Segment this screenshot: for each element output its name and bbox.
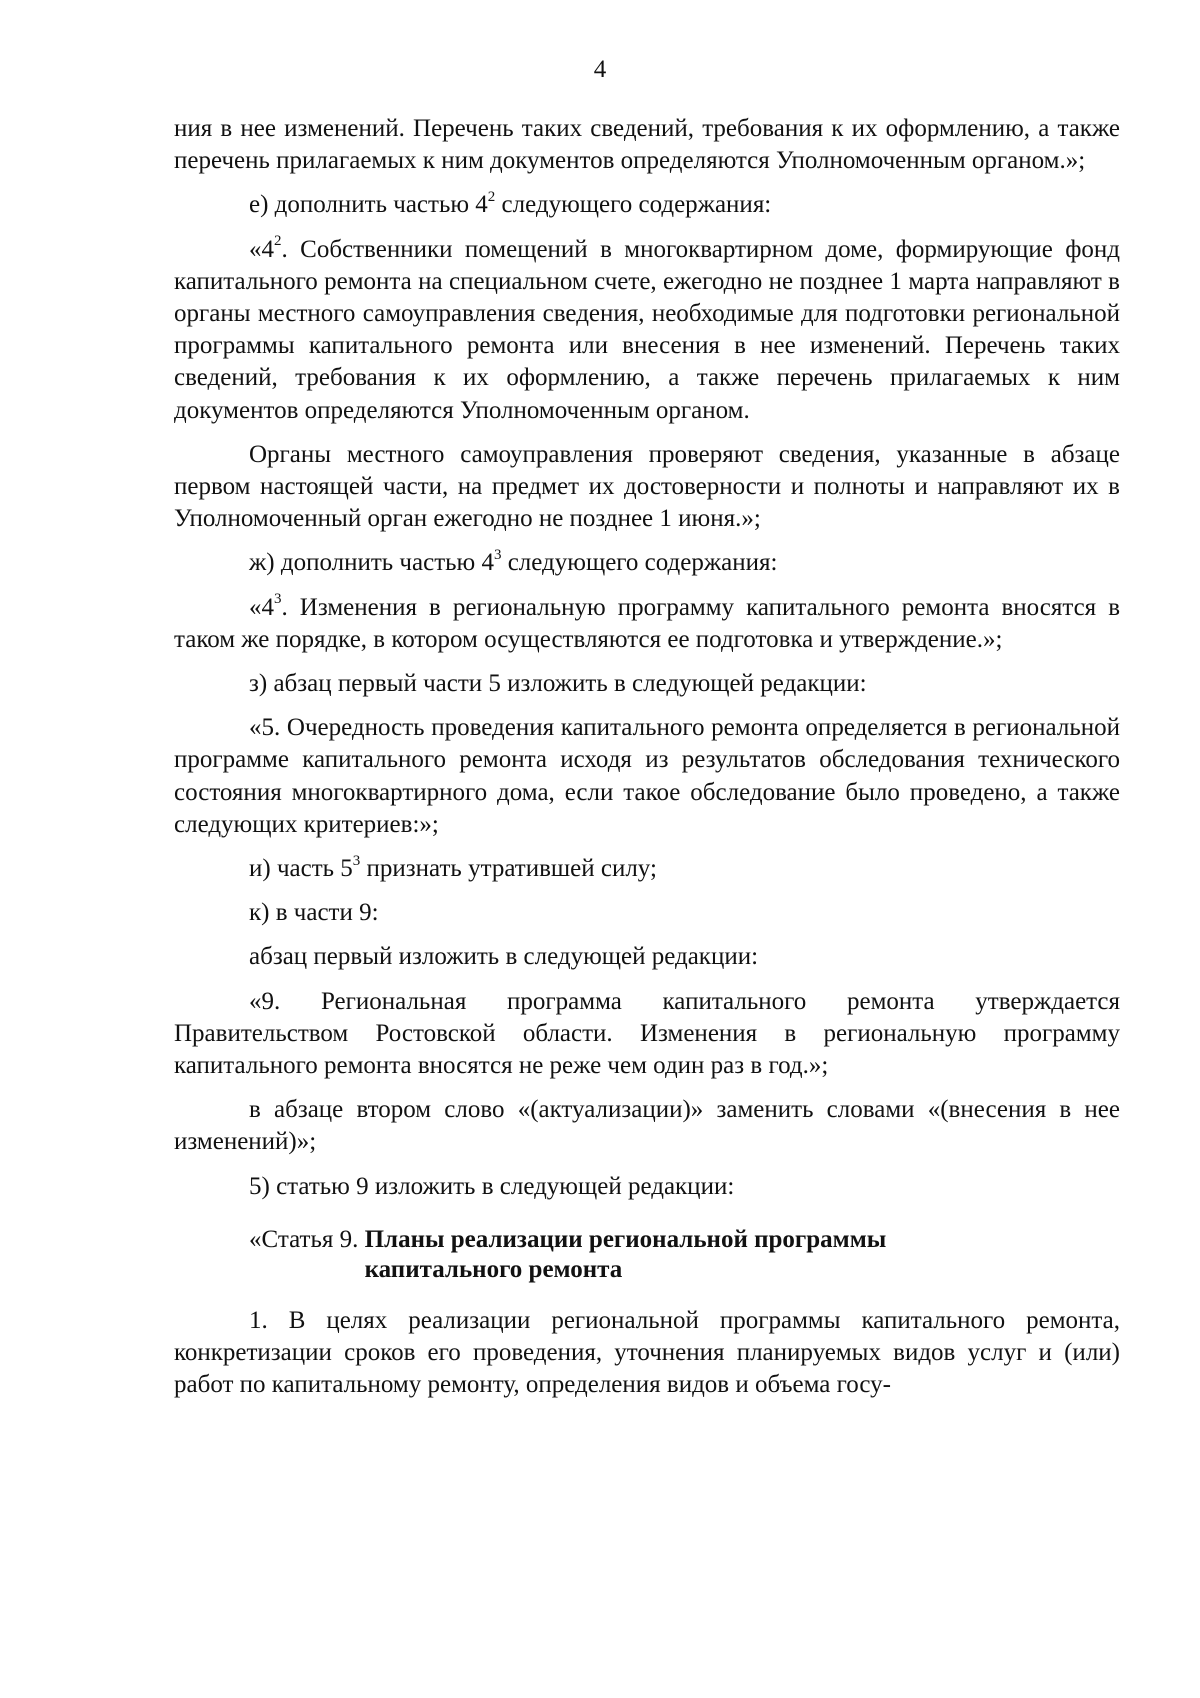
paragraph-text: «4 <box>249 235 274 263</box>
paragraph-continuation: ния в нее изменений. Перечень таких сведений, требования к их оформлению, а также перечень прилагаемых к ним документов определяются Уполномоченным органом.»; <box>174 115 1120 175</box>
paragraph-text: . Собственники помещений в многоквартирном доме, формирующие фонд капитального ремонта на специальном счете, ежегодно не позднее 1 марта направляют в органы местного самоуправления сведения, необходимые для подготовки региональной программы капитального ремонта или внесения в нее изменений. Перечень таких сведений, требования к их оформлению, а также перечень прилагаемых к ним документов определяются Уполномоченным органом. <box>174 235 1120 424</box>
paragraph-part-9: «9. Региональная программа капитального ремонта утверждается Правительством Ростовской области. Изменения в региональную программу капитального ремонта вносятся не реже чем один раз в год.»; <box>174 987 1120 1080</box>
article-title-line2: капитального ремонта <box>364 1255 623 1283</box>
paragraph-text: е) дополнить частью 4 <box>249 191 488 219</box>
paragraph-item-z: з) абзац первый части 5 изложить в следующей редакции: <box>249 670 867 698</box>
paragraph-text: признать утратившей силу; <box>360 855 657 883</box>
paragraph-text: «4 <box>249 593 274 621</box>
paragraph-text: следующего содержания: <box>495 191 772 219</box>
paragraph-second-abzac: в абзаце втором слово «(актуализации)» заменить словами «(внесения в нее изменений)»; <box>174 1096 1120 1156</box>
superscript: 2 <box>274 233 282 250</box>
paragraph-item-5: 5) статью 9 изложить в следующей редакции: <box>249 1172 735 1200</box>
paragraph-text: . Изменения в региональную программу капитального ремонта вносятся в таком же порядке, в котором осуществляются ее подготовка и утверждение.»; <box>174 593 1120 653</box>
superscript: 2 <box>487 189 496 206</box>
paragraph-item-e <box>174 189 1120 221</box>
paragraph-text: следующего содержания: <box>501 549 778 577</box>
article-label: «Статья 9. <box>249 1225 365 1253</box>
paragraph-text: ж) дополнить частью 4 <box>249 549 494 577</box>
document-body <box>174 113 1120 1414</box>
article-title-line1: Планы реализации региональной программы <box>364 1225 887 1253</box>
superscript: 3 <box>493 547 502 564</box>
paragraph-item-zh <box>174 547 1120 579</box>
paragraph-item-i <box>174 853 1120 885</box>
page-number: 4 <box>593 56 607 83</box>
paragraph-text: и) часть 5 <box>249 855 353 883</box>
paragraph-local-authorities: Органы местного самоуправления проверяют сведения, указанные в абзаце первом настоящей части, на предмет их достоверности и полноты и направляют их в Уполномоченный орган ежегодно не позднее 1 июня.»; <box>174 440 1120 533</box>
superscript: 3 <box>274 591 282 608</box>
article-heading <box>249 1225 1120 1285</box>
article-title <box>365 1225 887 1285</box>
paragraph-article-9-part-1: 1. В целях реализации региональной программы капитального ремонта, конкретизации сроков его проведения, уточнения планируемых видов услуг и (или) работ по капитальному ремонту, определения видов и объема госу- <box>174 1306 1120 1399</box>
paragraph-part-5: «5. Очередность проведения капитального ремонта определяется в региональной программе капитального ремонта исходя из результатов обследования технического состояния многоквартирного дома, если такое обследование было проведено, а также следующих критериев:»; <box>174 714 1120 838</box>
paragraph-item-k: к) в части 9: <box>249 899 379 927</box>
superscript: 3 <box>352 852 361 869</box>
paragraph-part-4-3 <box>174 592 1120 656</box>
paragraph-first-abzac: абзац первый изложить в следующей редакции: <box>249 943 759 971</box>
paragraph-part-4-2 <box>174 234 1120 427</box>
